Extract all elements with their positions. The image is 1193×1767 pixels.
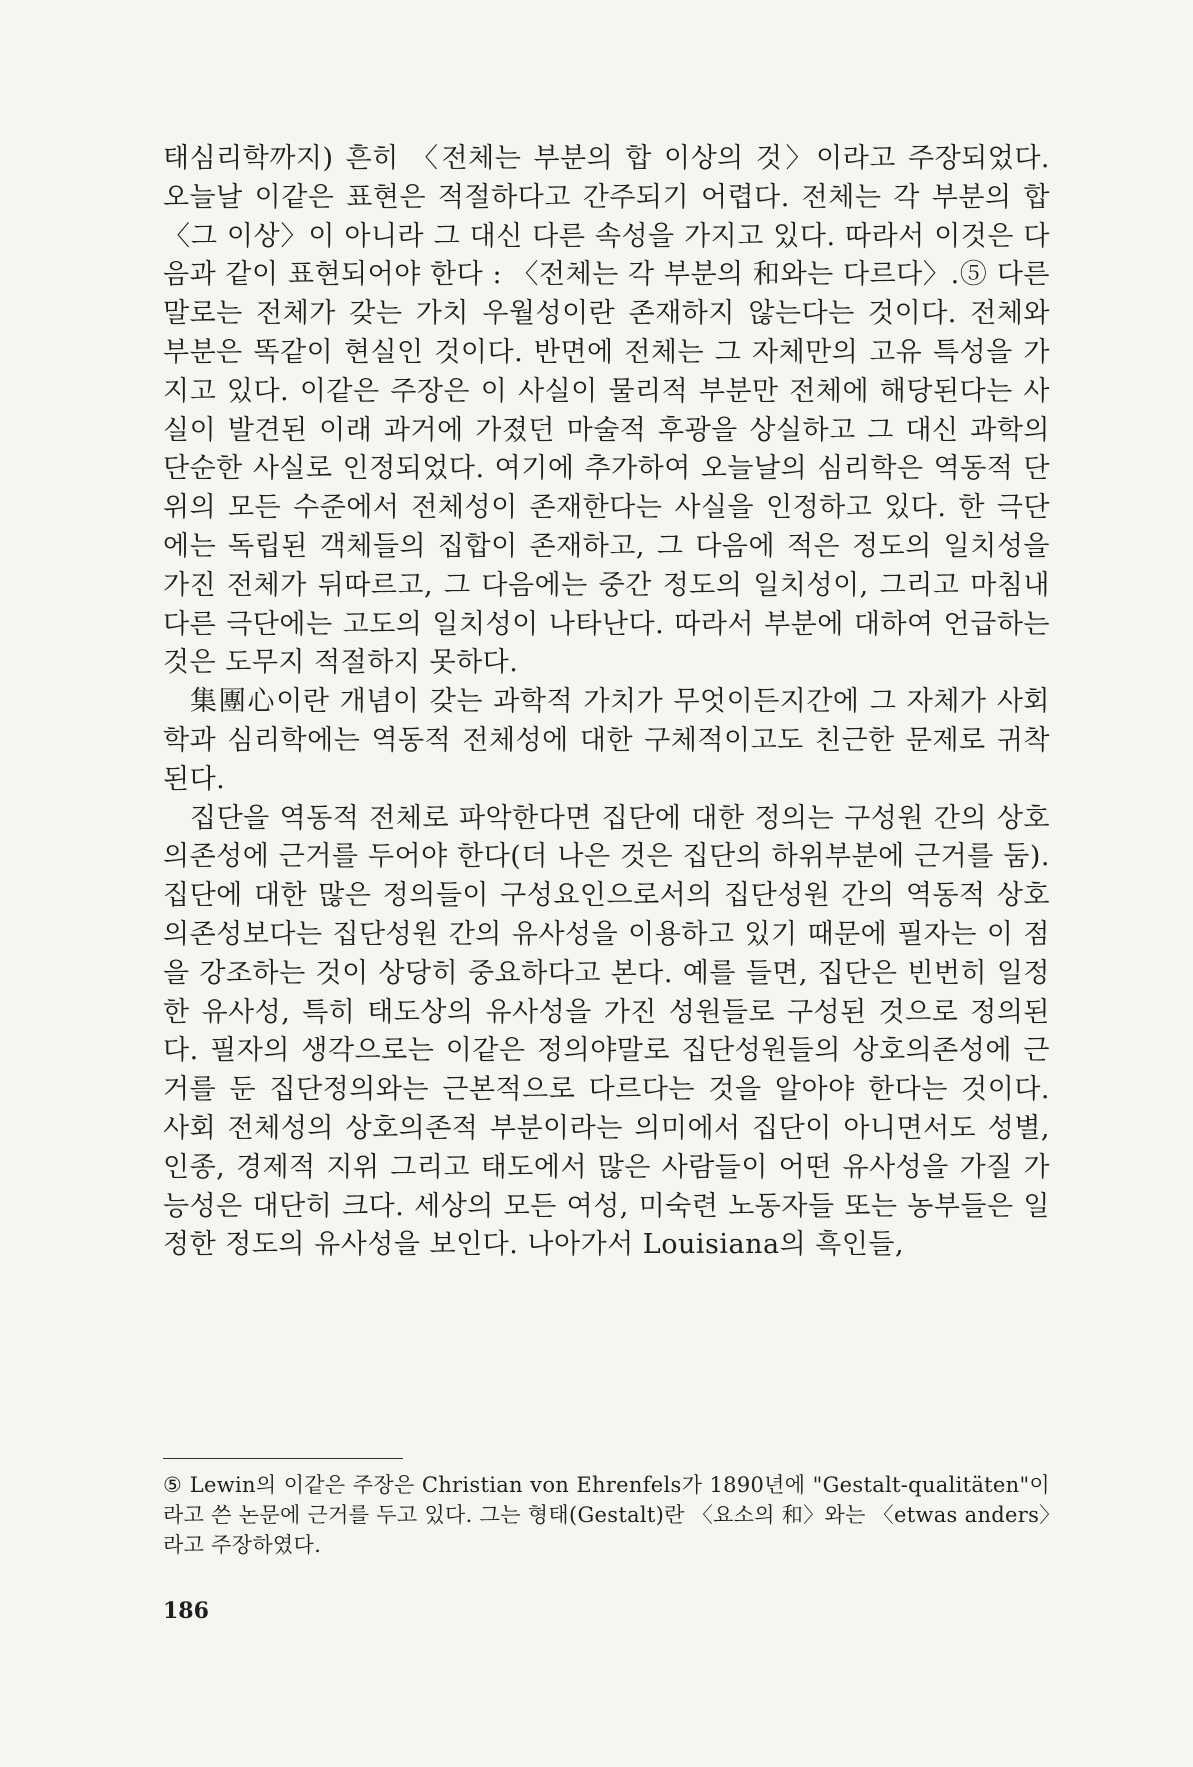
paragraph-3: 집단을 역동적 전체로 파악한다면 집단에 대한 정의는 구성원 간의 상호의존성에 근거를 두어야 한다(더 나은 것은 집단의 하위부분에 근거를 둠). 집단에 대한 많은 정의들이 구성요인으로서의 집단성원 간의 역동적 상호의존성보다는 집단성원 간의 유사성을 이용하고 있기 때문에 필자는 이 점을 강조하는 것이 상당히 중요하다고 본다. 예를 들면, 집단은 빈번히 일정한 유사성, 특히 태도상의 유사성을 가진 성원들로 구성된 것으로 정의된다. 필자의 생각으로는 이같은 정의야말로 집단성원들의 상호의존성에 근거를 둔 집단정의와는 근본적으로 다르다는 것을 알아야 한다는 것이다. 사회 전체성의 상호의존적 부분이라는 의미에서 집단이 아니면서도 성별, 인종, 경제적 지위 그리고 태도에서 많은 사람들이 어떤 유사성을 가질 가능성은 대단히 크다. 세상의 모든 여성, 미숙련 노동자들 또는 농부들은 일정한 정도의 유사성을 보인다. 나아가서 Louisiana의 흑인들, — [163, 802, 1050, 1261]
paragraph-1: 태심리학까지) 흔히 〈전체는 부분의 합 이상의 것〉이라고 주장되었다. 오늘날 이같은 표현은 적절하다고 간주되기 어렵다. 전체는 각 부분의 합 〈그 이상〉이 아니라 그 대신 다른 속성을 가지고 있다. 따라서 이것은 다음과 같이 표현되어야 한다 : 〈전체는 각 부분의 和와는 다르다〉.⑤ 다른 말로는 전체가 갖는 가치 우월성이란 존재하지 않는다는 것이다. 전체와 부분은 똑같이 현실인 것이다. 반면에 전체는 그 자체만의 고유 특성을 가지고 있다. 이같은 주장은 이 사실이 물리적 부분만 전체에 해당된다는 사실이 발견된 이래 과거에 가졌던 마술적 후광을 상실하고 그 대신 과학의 단순한 사실로 인정되었다. 여기에 추가하여 오늘날의 심리학은 역동적 단위의 모든 수준에서 전체성이 존재한다는 사실을 인정하고 있다. 한 극단에는 독립된 객체들의 집합이 존재하고, 그 다음에 적은 정도의 일치성을 가진 전체가 뒤따르고, 그 다음에는 중간 정도의 일치성이, 그리고 마침내 다른 극단에는 고도의 일치성이 나타난다. 따라서 부분에 대하여 언급하는 것은 도무지 적절하지 못하다. — [163, 143, 1050, 679]
body-text — [163, 140, 1050, 1265]
paragraph-2: 集團心이란 개념이 갖는 과학적 가치가 무엇이든지간에 그 자체가 사회학과 심리학에는 역동적 전체성에 대한 구체적이고도 친근한 문제로 귀착된다. — [163, 686, 1050, 795]
footnote: ⑤ Lewin의 이같은 주장은 Christian von Ehrenfels가 1890년에 "Gestalt-qualitäten"이라고 쓴 논문에 근거를 두고 있다. 그는 형태(Gestalt)란 〈요소의 和〉와는 〈etwas anders〉라고 주장하였다. — [163, 1473, 1050, 1557]
footnote-divider — [163, 1458, 403, 1459]
page-number: 186 — [163, 1598, 209, 1624]
